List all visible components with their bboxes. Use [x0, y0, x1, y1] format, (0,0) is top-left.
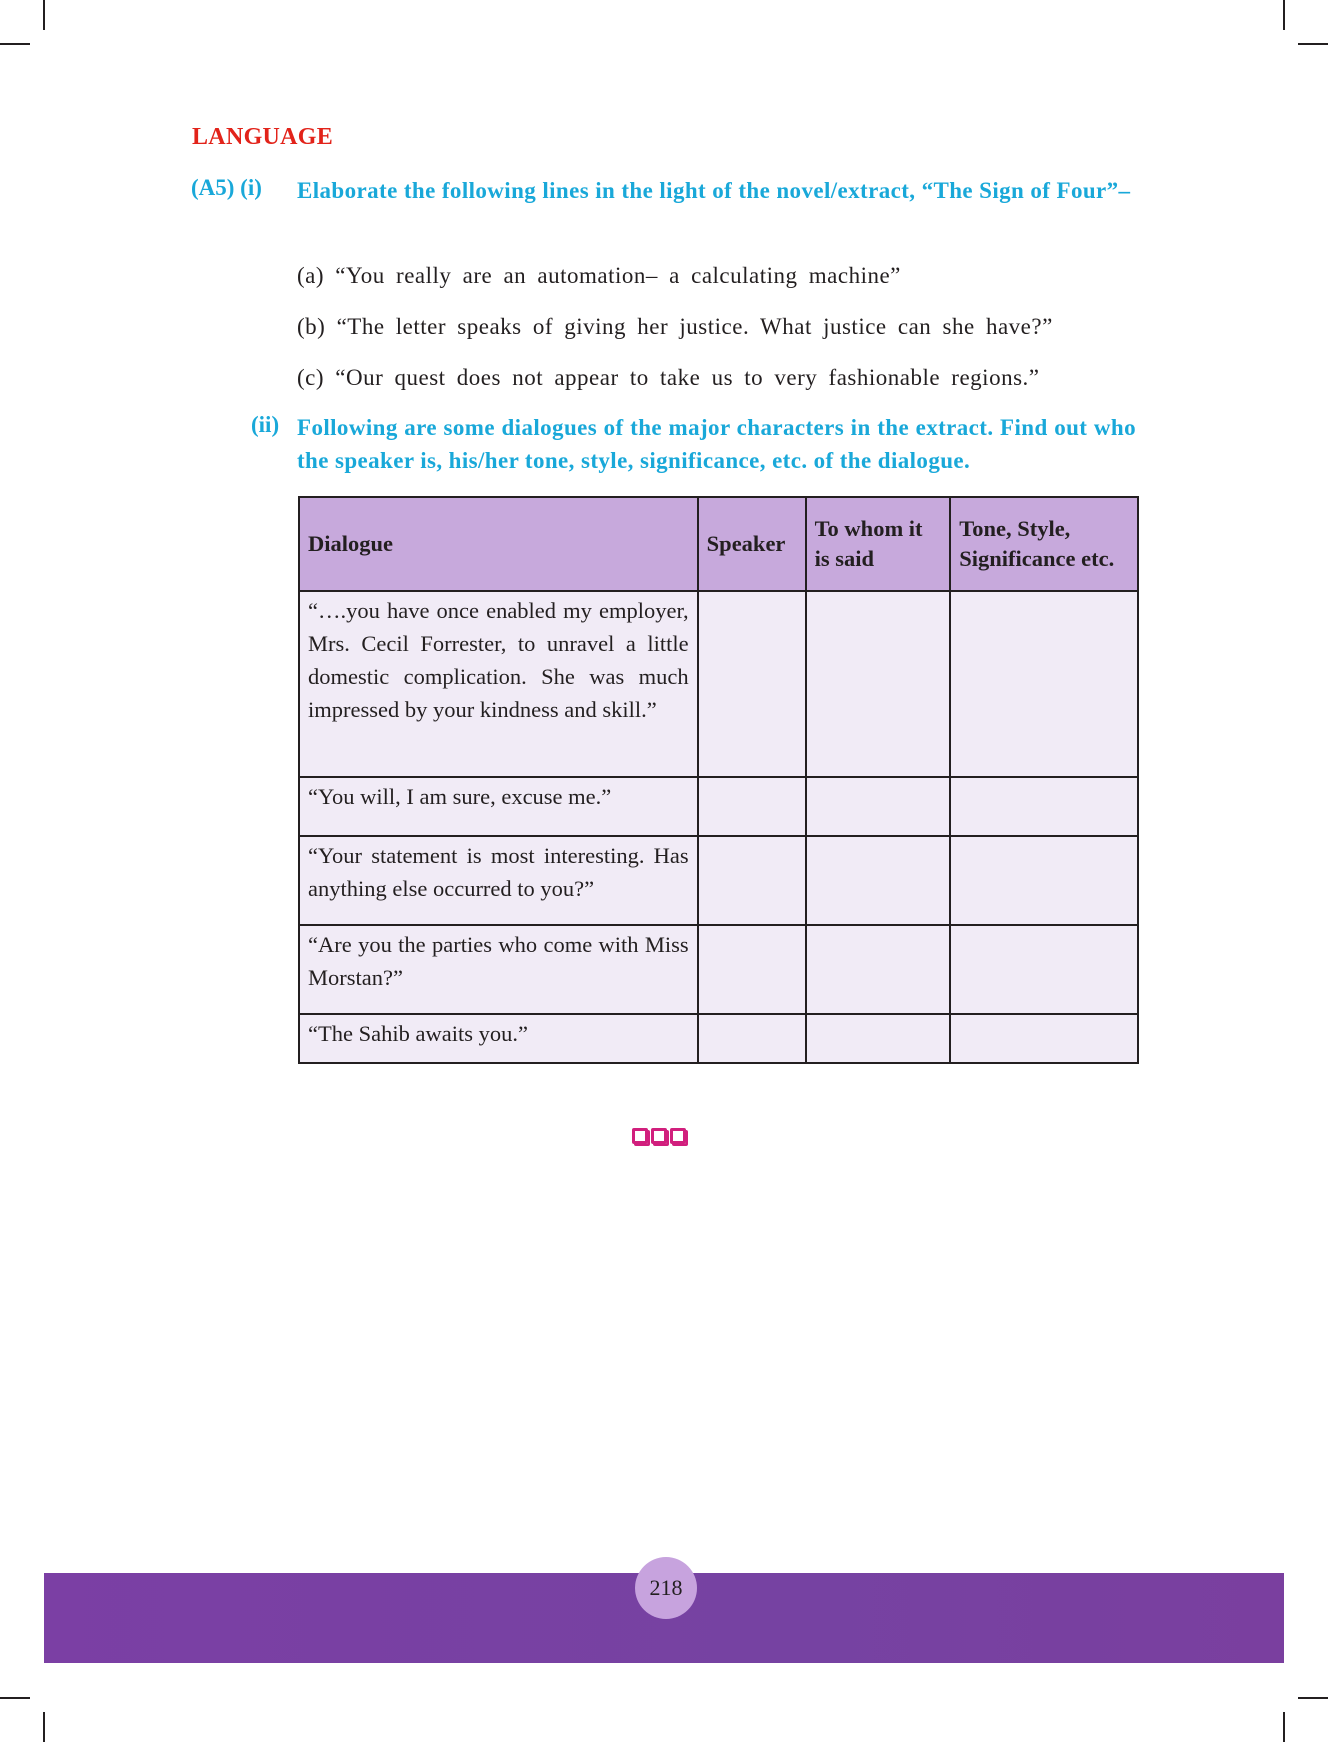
table-header-row: [299, 497, 1138, 591]
section-heading: LANGUAGE: [192, 124, 334, 150]
tone-cell[interactable]: [950, 836, 1138, 925]
quoted-line-a: (a) “You really are an automation– a calculating machine”: [297, 263, 901, 288]
speaker-cell[interactable]: [698, 925, 806, 1014]
speaker-cell[interactable]: [698, 777, 806, 836]
square-ornament-icon: [670, 1128, 686, 1144]
crop-mark: [1298, 1697, 1328, 1699]
header-to-whom: To whom it is said: [806, 497, 951, 591]
header-dialogue: Dialogue: [299, 497, 698, 591]
header-tone-style: Tone, Style, Significance etc.: [950, 497, 1138, 591]
to-whom-cell[interactable]: [806, 836, 951, 925]
dialogue-cell: “You will, I am sure, excuse me.”: [299, 777, 698, 836]
crop-mark: [1283, 0, 1285, 30]
crop-mark: [43, 1712, 45, 1742]
table-row: [299, 777, 1138, 836]
dialogue-cell: “Your statement is most interesting. Has anything else occurred to you?”: [299, 836, 698, 925]
to-whom-cell[interactable]: [806, 925, 951, 1014]
question-a5-label: (A5) (i): [191, 175, 262, 200]
tone-cell[interactable]: [950, 591, 1138, 777]
speaker-cell[interactable]: [698, 836, 806, 925]
to-whom-cell[interactable]: [806, 1014, 951, 1063]
square-ornament-icon: [651, 1128, 667, 1144]
quoted-line-c: (c) “Our quest does not appear to take us to very fashionable regions.”: [297, 365, 1040, 390]
crop-mark: [43, 0, 45, 30]
table-row: [299, 591, 1138, 777]
crop-mark: [0, 1697, 30, 1699]
tone-cell[interactable]: [950, 925, 1138, 1014]
speaker-cell[interactable]: [698, 1014, 806, 1063]
tone-cell[interactable]: [950, 1014, 1138, 1063]
crop-mark: [1298, 43, 1328, 45]
quoted-line-b: (b) “The letter speaks of giving her justice. What justice can she have?”: [297, 314, 1053, 339]
question-a5-text: Elaborate the following lines in the light of the novel/extract, “The Sign of Four”–: [297, 178, 1131, 203]
dialogue-table: [298, 496, 1139, 1064]
to-whom-cell[interactable]: [806, 591, 951, 777]
page-number-label: 218: [649, 1575, 683, 1600]
table-row: [299, 836, 1138, 925]
dialogue-cell: “Are you the parties who come with Miss Morstan?”: [299, 925, 698, 1014]
page-number: [635, 1557, 697, 1619]
square-ornament-icon: [632, 1128, 648, 1144]
to-whom-cell[interactable]: [806, 777, 951, 836]
table-row: [299, 925, 1138, 1014]
crop-mark: [1283, 1712, 1285, 1742]
question-ii-label: (ii): [251, 412, 280, 437]
question-ii-text: Following are some dialogues of the major characters in the extract. Find out who the speaker is, his/her tone, style, significance, etc. of the dialogue.: [297, 415, 1136, 473]
end-ornament-icon: [632, 1128, 686, 1144]
dialogue-cell: “The Sahib awaits you.”: [299, 1014, 698, 1063]
crop-mark: [0, 43, 30, 45]
table-row: [299, 1014, 1138, 1063]
tone-cell[interactable]: [950, 777, 1138, 836]
speaker-cell[interactable]: [698, 591, 806, 777]
header-speaker: Speaker: [698, 497, 806, 591]
dialogue-cell: “….you have once enabled my employer, Mrs. Cecil Forrester, to unravel a little domestic complication. She was much impressed by your kindness and skill.”: [299, 591, 698, 777]
